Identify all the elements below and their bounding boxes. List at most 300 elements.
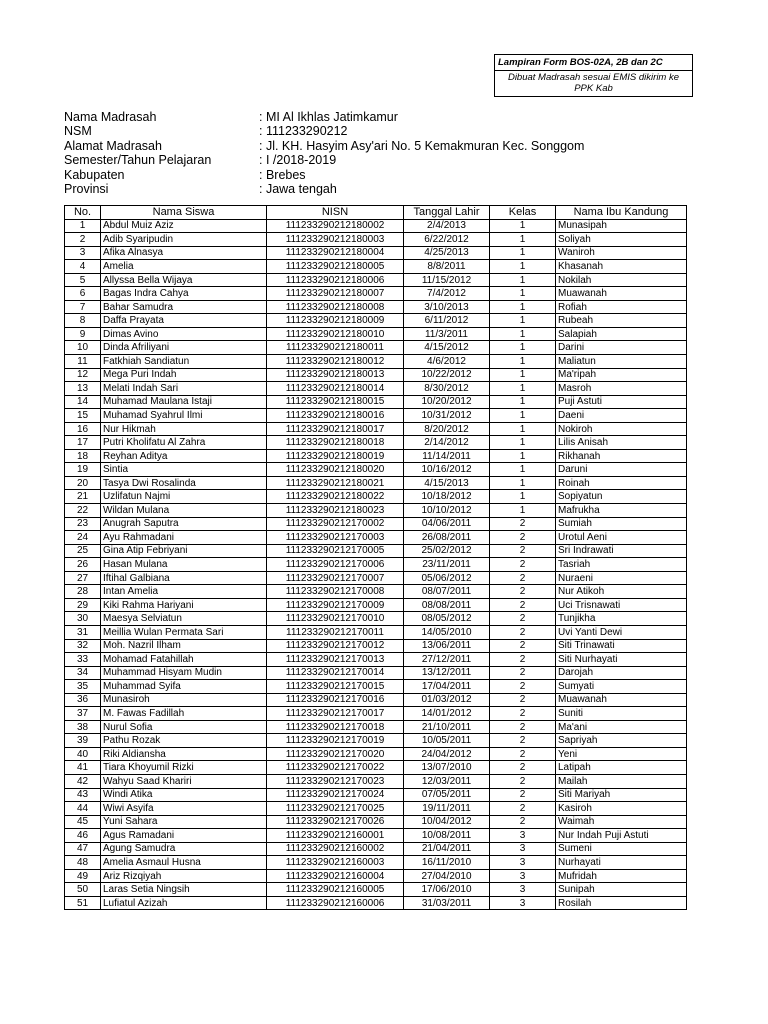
cell-tanggal-lahir: 14/05/2010 — [404, 625, 490, 639]
table-row — [65, 490, 687, 504]
table-row — [65, 449, 687, 463]
table-row — [65, 788, 687, 802]
cell-no: 41 — [65, 761, 101, 775]
cell-kelas: 2 — [490, 707, 556, 721]
cell-kelas: 2 — [490, 788, 556, 802]
info-label: Alamat Madrasah — [64, 138, 162, 153]
cell-tanggal-lahir: 17/04/2011 — [404, 680, 490, 694]
info-value: : Jl. KH. Hasyim Asy'ari No. 5 Kemakmuran Kec. Songgom — [259, 138, 585, 153]
cell-tanggal-lahir: 11/15/2012 — [404, 273, 490, 287]
cell-nama-ibu: Nur Atikoh — [556, 585, 687, 599]
table-row — [65, 368, 687, 382]
cell-no: 1 — [65, 219, 101, 233]
cell-nama-siswa: Hasan Mulana — [101, 558, 267, 572]
cell-no: 18 — [65, 449, 101, 463]
info-value: : 111233290212 — [259, 124, 348, 139]
cell-no: 16 — [65, 422, 101, 436]
table-row — [65, 300, 687, 314]
cell-tanggal-lahir: 10/04/2012 — [404, 815, 490, 829]
cell-nama-ibu: Nurhayati — [556, 856, 687, 870]
cell-nama-ibu: Ma'ripah — [556, 368, 687, 382]
table-body — [65, 219, 687, 910]
cell-nama-siswa: Bahar Samudra — [101, 300, 267, 314]
cell-kelas: 2 — [490, 720, 556, 734]
cell-kelas: 2 — [490, 571, 556, 585]
cell-kelas: 1 — [490, 287, 556, 301]
table-row — [65, 585, 687, 599]
cell-no: 47 — [65, 842, 101, 856]
cell-no: 46 — [65, 829, 101, 843]
cell-nama-ibu: Rubeah — [556, 314, 687, 328]
cell-nama-ibu: Uci Trisnawati — [556, 598, 687, 612]
cell-no: 8 — [65, 314, 101, 328]
cell-nama-ibu: Sunipah — [556, 883, 687, 897]
cell-no: 17 — [65, 436, 101, 450]
cell-kelas: 2 — [490, 774, 556, 788]
info-label: Semester/Tahun Pelajaran — [64, 153, 212, 168]
table-row — [65, 612, 687, 626]
table-row — [65, 504, 687, 518]
cell-no: 29 — [65, 598, 101, 612]
cell-nisn: 111233290212170018 — [267, 720, 404, 734]
cell-tanggal-lahir: 10/31/2012 — [404, 409, 490, 423]
cell-nisn: 111233290212170017 — [267, 707, 404, 721]
cell-kelas: 2 — [490, 761, 556, 775]
cell-nama-ibu: Mufridah — [556, 869, 687, 883]
cell-no: 28 — [65, 585, 101, 599]
cell-nama-ibu: Khasanah — [556, 260, 687, 274]
cell-no: 35 — [65, 680, 101, 694]
cell-nama-siswa: Wahyu Saad Khariri — [101, 774, 267, 788]
cell-kelas: 1 — [490, 341, 556, 355]
cell-no: 30 — [65, 612, 101, 626]
cell-kelas: 2 — [490, 625, 556, 639]
cell-nisn: 111233290212180004 — [267, 246, 404, 260]
cell-no: 50 — [65, 883, 101, 897]
table-row — [65, 355, 687, 369]
cell-nisn: 111233290212170020 — [267, 747, 404, 761]
cell-tanggal-lahir: 08/05/2012 — [404, 612, 490, 626]
info-label: Provinsi — [64, 181, 109, 196]
info-value: : MI Al Ikhlas Jatimkamur — [259, 110, 398, 124]
cell-tanggal-lahir: 13/07/2010 — [404, 761, 490, 775]
table-row — [65, 815, 687, 829]
info-value: : Jawa tengah — [259, 181, 337, 196]
table-row — [65, 598, 687, 612]
cell-kelas: 2 — [490, 558, 556, 572]
cell-no: 23 — [65, 517, 101, 531]
cell-tanggal-lahir: 25/02/2012 — [404, 544, 490, 558]
header-kelas: Kelas — [490, 206, 556, 220]
cell-nisn: 111233290212180021 — [267, 476, 404, 490]
cell-kelas: 2 — [490, 585, 556, 599]
cell-tanggal-lahir: 10/05/2011 — [404, 734, 490, 748]
cell-nama-siswa: Amelia — [101, 260, 267, 274]
table-row — [65, 856, 687, 870]
cell-nisn: 111233290212170006 — [267, 558, 404, 572]
cell-nama-siswa: Mega Puri Indah — [101, 368, 267, 382]
cell-tanggal-lahir: 12/03/2011 — [404, 774, 490, 788]
cell-nama-ibu: Muawanah — [556, 693, 687, 707]
cell-nama-ibu: Maliatun — [556, 355, 687, 369]
cell-tanggal-lahir: 01/03/2012 — [404, 693, 490, 707]
table-row — [65, 476, 687, 490]
cell-nama-ibu: Siti Nurhayati — [556, 653, 687, 667]
cell-nisn: 111233290212180005 — [267, 260, 404, 274]
cell-kelas: 2 — [490, 612, 556, 626]
cell-nama-ibu: Daeni — [556, 409, 687, 423]
cell-nama-ibu: Siti Trinawati — [556, 639, 687, 653]
table-row — [65, 409, 687, 423]
cell-no: 45 — [65, 815, 101, 829]
cell-no: 39 — [65, 734, 101, 748]
cell-tanggal-lahir: 8/8/2011 — [404, 260, 490, 274]
cell-nisn: 111233290212180011 — [267, 341, 404, 355]
cell-tanggal-lahir: 6/22/2012 — [404, 233, 490, 247]
cell-no: 42 — [65, 774, 101, 788]
cell-nama-ibu: Darojah — [556, 666, 687, 680]
cell-nisn: 111233290212180003 — [267, 233, 404, 247]
cell-kelas: 2 — [490, 598, 556, 612]
cell-nama-ibu: Muawanah — [556, 287, 687, 301]
table-row — [65, 517, 687, 531]
table-row — [65, 802, 687, 816]
cell-kelas: 1 — [490, 355, 556, 369]
table-row — [65, 327, 687, 341]
cell-kelas: 2 — [490, 517, 556, 531]
cell-nisn: 111233290212180018 — [267, 436, 404, 450]
cell-nisn: 111233290212180015 — [267, 395, 404, 409]
table-row — [65, 639, 687, 653]
cell-kelas: 1 — [490, 273, 556, 287]
table-row — [65, 774, 687, 788]
cell-kelas: 1 — [490, 463, 556, 477]
table-row — [65, 314, 687, 328]
cell-kelas: 1 — [490, 382, 556, 396]
table-row — [65, 436, 687, 450]
cell-no: 9 — [65, 327, 101, 341]
cell-nama-siswa: Ayu Rahmadani — [101, 531, 267, 545]
cell-nama-ibu: Uvi Yanti Dewi — [556, 625, 687, 639]
table-row — [65, 747, 687, 761]
cell-nisn: 111233290212160002 — [267, 842, 404, 856]
cell-nama-ibu: Puji Astuti — [556, 395, 687, 409]
lampiran-title: Lampiran Form BOS-02A, 2B dan 2C — [495, 55, 692, 71]
cell-kelas: 1 — [490, 368, 556, 382]
cell-nama-ibu: Sapriyah — [556, 734, 687, 748]
cell-nama-siswa: Moh. Nazril Ilham — [101, 639, 267, 653]
cell-nama-siswa: Iftihal Galbiana — [101, 571, 267, 585]
cell-nama-ibu: Masroh — [556, 382, 687, 396]
cell-no: 40 — [65, 747, 101, 761]
table-row — [65, 761, 687, 775]
cell-nama-siswa: Nurul Sofia — [101, 720, 267, 734]
cell-no: 24 — [65, 531, 101, 545]
cell-tanggal-lahir: 4/6/2012 — [404, 355, 490, 369]
lampiran-box — [494, 54, 693, 97]
table-header-row — [65, 206, 687, 220]
cell-nama-ibu: Sumiah — [556, 517, 687, 531]
cell-tanggal-lahir: 27/04/2010 — [404, 869, 490, 883]
cell-nisn: 111233290212180013 — [267, 368, 404, 382]
cell-nisn: 111233290212180022 — [267, 490, 404, 504]
cell-tanggal-lahir: 04/06/2011 — [404, 517, 490, 531]
table-row — [65, 625, 687, 639]
cell-nisn: 111233290212180010 — [267, 327, 404, 341]
cell-kelas: 2 — [490, 734, 556, 748]
cell-tanggal-lahir: 8/20/2012 — [404, 422, 490, 436]
cell-nisn: 111233290212170025 — [267, 802, 404, 816]
cell-nisn: 111233290212180007 — [267, 287, 404, 301]
cell-tanggal-lahir: 3/10/2013 — [404, 300, 490, 314]
cell-nisn: 111233290212170026 — [267, 815, 404, 829]
cell-kelas: 2 — [490, 544, 556, 558]
table-row — [65, 883, 687, 897]
cell-kelas: 2 — [490, 653, 556, 667]
cell-tanggal-lahir: 21/10/2011 — [404, 720, 490, 734]
cell-nisn: 111233290212160001 — [267, 829, 404, 843]
cell-tanggal-lahir: 4/15/2012 — [404, 341, 490, 355]
header-no: No. — [65, 206, 101, 220]
cell-nisn: 111233290212160006 — [267, 896, 404, 910]
cell-tanggal-lahir: 19/11/2011 — [404, 802, 490, 816]
cell-no: 21 — [65, 490, 101, 504]
cell-kelas: 1 — [490, 246, 556, 260]
cell-nama-siswa: Adib Syaripudin — [101, 233, 267, 247]
cell-nisn: 111233290212180006 — [267, 273, 404, 287]
cell-tanggal-lahir: 6/11/2012 — [404, 314, 490, 328]
cell-nama-siswa: Muhammad Hisyam Mudin — [101, 666, 267, 680]
cell-nama-ibu: Tasriah — [556, 558, 687, 572]
cell-no: 4 — [65, 260, 101, 274]
table-row — [65, 707, 687, 721]
cell-no: 26 — [65, 558, 101, 572]
cell-nisn: 111233290212160004 — [267, 869, 404, 883]
cell-nama-ibu: Waimah — [556, 815, 687, 829]
cell-nama-siswa: Allyssa Bella Wijaya — [101, 273, 267, 287]
cell-nama-siswa: Sintia — [101, 463, 267, 477]
cell-tanggal-lahir: 4/15/2013 — [404, 476, 490, 490]
cell-kelas: 1 — [490, 422, 556, 436]
table-row — [65, 653, 687, 667]
cell-no: 7 — [65, 300, 101, 314]
cell-kelas: 3 — [490, 829, 556, 843]
cell-nama-siswa: Agus Ramadani — [101, 829, 267, 843]
cell-tanggal-lahir: 10/18/2012 — [404, 490, 490, 504]
cell-nama-siswa: Munasiroh — [101, 693, 267, 707]
cell-kelas: 3 — [490, 883, 556, 897]
info-label: NSM — [64, 124, 92, 139]
cell-kelas: 2 — [490, 666, 556, 680]
cell-kelas: 3 — [490, 842, 556, 856]
cell-nama-siswa: Anugrah Saputra — [101, 517, 267, 531]
info-value: : I /2018-2019 — [259, 153, 337, 168]
table-row — [65, 382, 687, 396]
cell-tanggal-lahir: 13/06/2011 — [404, 639, 490, 653]
cell-tanggal-lahir: 4/25/2013 — [404, 246, 490, 260]
cell-nama-ibu: Nokiroh — [556, 422, 687, 436]
cell-kelas: 1 — [490, 300, 556, 314]
cell-nama-ibu: Sri Indrawati — [556, 544, 687, 558]
cell-no: 27 — [65, 571, 101, 585]
table-row — [65, 558, 687, 572]
table-row — [65, 896, 687, 910]
cell-tanggal-lahir: 11/3/2011 — [404, 327, 490, 341]
cell-nama-siswa: Wiwi Asyifa — [101, 802, 267, 816]
header-nisn: NISN — [267, 206, 404, 220]
table-row — [65, 246, 687, 260]
cell-tanggal-lahir: 08/07/2011 — [404, 585, 490, 599]
cell-tanggal-lahir: 26/08/2011 — [404, 531, 490, 545]
cell-tanggal-lahir: 17/06/2010 — [404, 883, 490, 897]
cell-nisn: 111233290212170011 — [267, 625, 404, 639]
cell-no: 25 — [65, 544, 101, 558]
cell-nama-siswa: Melati Indah Sari — [101, 382, 267, 396]
cell-nisn: 111233290212170019 — [267, 734, 404, 748]
cell-tanggal-lahir: 2/14/2012 — [404, 436, 490, 450]
cell-no: 14 — [65, 395, 101, 409]
cell-nama-siswa: Meillia Wulan Permata Sari — [101, 625, 267, 639]
cell-kelas: 2 — [490, 693, 556, 707]
cell-nisn: 111233290212180016 — [267, 409, 404, 423]
cell-nama-ibu: Daruni — [556, 463, 687, 477]
cell-kelas: 1 — [490, 260, 556, 274]
cell-nama-siswa: Intan Amelia — [101, 585, 267, 599]
info-label: Kabupaten — [64, 167, 125, 182]
table-row — [65, 869, 687, 883]
cell-nama-ibu: Rofiah — [556, 300, 687, 314]
cell-no: 2 — [65, 233, 101, 247]
cell-nama-ibu: Rosilah — [556, 896, 687, 910]
cell-nisn: 111233290212180009 — [267, 314, 404, 328]
cell-nama-siswa: Riki Aldiansha — [101, 747, 267, 761]
cell-nisn: 111233290212180008 — [267, 300, 404, 314]
cell-nama-ibu: Suniti — [556, 707, 687, 721]
cell-nama-ibu: Sopiyatun — [556, 490, 687, 504]
cell-nama-siswa: Muhammad Syifa — [101, 680, 267, 694]
cell-nisn: 111233290212170010 — [267, 612, 404, 626]
cell-nama-ibu: Urotul Aeni — [556, 531, 687, 545]
cell-kelas: 1 — [490, 504, 556, 518]
cell-nisn: 111233290212180017 — [267, 422, 404, 436]
cell-nama-ibu: Roinah — [556, 476, 687, 490]
info-label: Nama Madrasah — [64, 110, 157, 124]
cell-nisn: 111233290212160005 — [267, 883, 404, 897]
cell-tanggal-lahir: 10/08/2011 — [404, 829, 490, 843]
info-value: : Brebes — [259, 167, 306, 182]
cell-nama-ibu: Kasiroh — [556, 802, 687, 816]
cell-tanggal-lahir: 05/06/2012 — [404, 571, 490, 585]
cell-tanggal-lahir: 31/03/2011 — [404, 896, 490, 910]
table-row — [65, 666, 687, 680]
cell-nisn: 111233290212180014 — [267, 382, 404, 396]
cell-nisn: 111233290212170012 — [267, 639, 404, 653]
cell-no: 51 — [65, 896, 101, 910]
cell-nama-siswa: Bagas Indra Cahya — [101, 287, 267, 301]
cell-kelas: 2 — [490, 680, 556, 694]
cell-kelas: 3 — [490, 869, 556, 883]
cell-nama-siswa: Tiara Khoyumil Rizki — [101, 761, 267, 775]
cell-kelas: 2 — [490, 639, 556, 653]
cell-nisn: 111233290212170008 — [267, 585, 404, 599]
cell-nama-siswa: Windi Atika — [101, 788, 267, 802]
table-row — [65, 219, 687, 233]
cell-nama-ibu: Munasipah — [556, 219, 687, 233]
student-table — [64, 205, 687, 910]
cell-tanggal-lahir: 23/11/2011 — [404, 558, 490, 572]
cell-nama-siswa: Amelia Asmaul Husna — [101, 856, 267, 870]
cell-nama-ibu: Nur Indah Puji Astuti — [556, 829, 687, 843]
cell-tanggal-lahir: 21/04/2011 — [404, 842, 490, 856]
cell-no: 13 — [65, 382, 101, 396]
cell-nama-ibu: Sumeni — [556, 842, 687, 856]
cell-nama-siswa: M. Fawas Fadillah — [101, 707, 267, 721]
table-row — [65, 341, 687, 355]
cell-kelas: 1 — [490, 327, 556, 341]
cell-tanggal-lahir: 2/4/2013 — [404, 219, 490, 233]
table-row — [65, 287, 687, 301]
table-row — [65, 720, 687, 734]
cell-nama-siswa: Mohamad Fatahillah — [101, 653, 267, 667]
cell-tanggal-lahir: 10/16/2012 — [404, 463, 490, 477]
cell-tanggal-lahir: 7/4/2012 — [404, 287, 490, 301]
table-row — [65, 273, 687, 287]
table-row — [65, 544, 687, 558]
cell-nama-siswa: Laras Setia Ningsih — [101, 883, 267, 897]
table-row — [65, 829, 687, 843]
cell-nisn: 111233290212180002 — [267, 219, 404, 233]
cell-nisn: 111233290212160003 — [267, 856, 404, 870]
cell-nama-ibu: Salapiah — [556, 327, 687, 341]
cell-no: 48 — [65, 856, 101, 870]
cell-nisn: 111233290212180019 — [267, 449, 404, 463]
cell-tanggal-lahir: 11/14/2011 — [404, 449, 490, 463]
table-row — [65, 395, 687, 409]
cell-nama-siswa: Muhamad Maulana Istaji — [101, 395, 267, 409]
lampiran-note: Dibuat Madrasah sesuai EMIS dikirim ke PPK Kab — [507, 72, 680, 94]
cell-nama-ibu: Sumyati — [556, 680, 687, 694]
cell-no: 49 — [65, 869, 101, 883]
cell-nisn: 111233290212170024 — [267, 788, 404, 802]
cell-nama-ibu: Rikhanah — [556, 449, 687, 463]
cell-tanggal-lahir: 10/10/2012 — [404, 504, 490, 518]
cell-nama-siswa: Pathu Rozak — [101, 734, 267, 748]
cell-tanggal-lahir: 08/08/2011 — [404, 598, 490, 612]
cell-nama-siswa: Fatkhiah Sandiatun — [101, 355, 267, 369]
cell-tanggal-lahir: 24/04/2012 — [404, 747, 490, 761]
cell-nisn: 111233290212170016 — [267, 693, 404, 707]
cell-kelas: 1 — [490, 476, 556, 490]
cell-tanggal-lahir: 07/05/2011 — [404, 788, 490, 802]
cell-no: 15 — [65, 409, 101, 423]
cell-no: 38 — [65, 720, 101, 734]
cell-tanggal-lahir: 16/11/2010 — [404, 856, 490, 870]
cell-nama-siswa: Dinda Afriliyani — [101, 341, 267, 355]
cell-no: 20 — [65, 476, 101, 490]
cell-nama-siswa: Maesya Selviatun — [101, 612, 267, 626]
cell-kelas: 1 — [490, 233, 556, 247]
cell-no: 36 — [65, 693, 101, 707]
header-nama-ibu: Nama Ibu Kandung — [556, 206, 687, 220]
cell-tanggal-lahir: 10/22/2012 — [404, 368, 490, 382]
table-row — [65, 260, 687, 274]
cell-kelas: 1 — [490, 436, 556, 450]
cell-nisn: 111233290212170003 — [267, 531, 404, 545]
table-row — [65, 734, 687, 748]
cell-nama-ibu: Mailah — [556, 774, 687, 788]
cell-nisn: 111233290212180023 — [267, 504, 404, 518]
cell-kelas: 2 — [490, 802, 556, 816]
